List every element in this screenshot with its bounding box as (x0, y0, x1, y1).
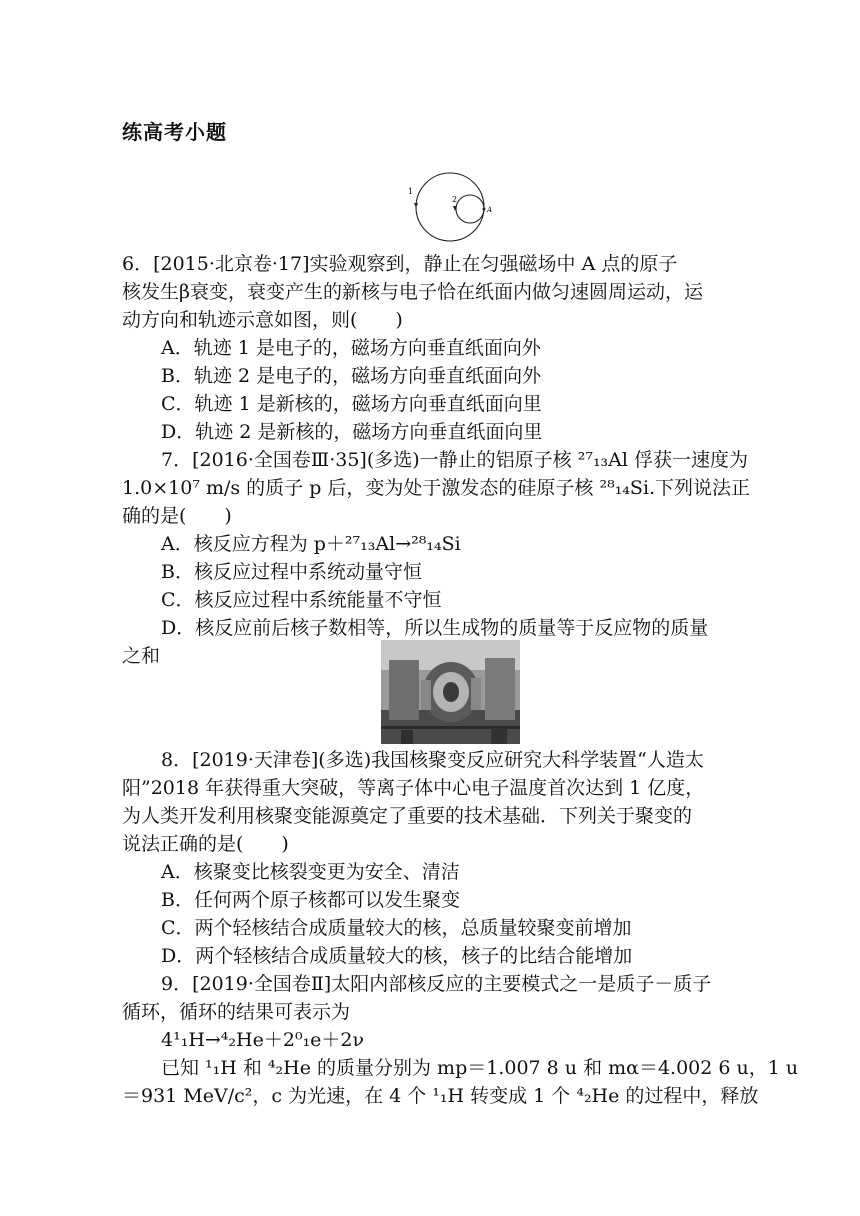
section-heading: 练高考小题 (122, 120, 227, 144)
q6-option-a: A．轨迹 1 是电子的，磁场方向垂直纸面向外 (161, 337, 541, 359)
q6-line-3: 动方向和轨迹示意如图，则( ) (122, 309, 403, 331)
q9-line-1: 9．[2019·全国卷Ⅱ]太阳内部核反应的主要模式之一是质子－质子 (161, 973, 712, 995)
q7-line-3: 确的是( ) (122, 505, 232, 527)
trajectory-2-label: 2 (452, 195, 458, 204)
q8-option-a: A．核聚变比核裂变更为安全、清洁 (161, 861, 460, 883)
q7-option-d-line-2: 之和 (122, 645, 161, 667)
q8-line-1: 8．[2019·天津卷](多选)我国核聚变反应研究大科学装置“人造太 (161, 749, 704, 771)
trajectory-2-circle (456, 195, 484, 223)
trajectory-1-arrow (414, 203, 418, 208)
q7-option-d-line-1: D．核反应前后核子数相等，所以生成物的质量等于反应物的质量 (161, 617, 709, 639)
q7-line-2: 1.0×10⁷ m/s 的质子 p 后，变为处于激发态的硅原子核 ²⁸₁₄Si.下列说法正 (122, 477, 751, 499)
q8-option-b: B．任何两个原子核都可以发生聚变 (161, 889, 460, 911)
q7-option-a: A．核反应方程为 p＋²⁷₁₃Al→²⁸₁₄Si (161, 533, 461, 555)
q6-option-c: C．轨迹 1 是新核的，磁场方向垂直纸面向里 (161, 393, 542, 415)
q6-option-b: B．轨迹 2 是电子的，磁场方向垂直纸面向外 (161, 365, 542, 387)
point-a-label: A (487, 206, 493, 214)
q8-line-3: 为人类开发利用核聚变能源奠定了重要的技术基础．下列关于聚变的 (122, 805, 693, 827)
q6-line-1: 6．[2015·北京卷·17]实验观察到，静止在匀强磁场中 A 点的原子 (122, 253, 678, 275)
q9-equation: 4¹₁H→⁴₂He＋2⁰₁e＋2ν (161, 1029, 365, 1051)
q7-option-b: B．核反应过程中系统动量守恒 (161, 561, 422, 583)
q9-line-2: 循环，循环的结果可表示为 (122, 1001, 351, 1023)
q8-line-4: 说法正确的是( ) (122, 833, 289, 855)
q8-line-2: 阳”2018 年获得重大突破，等离子体中心电子温度首次达到 1 亿度， (122, 777, 705, 799)
fusion-device-image (381, 640, 520, 744)
q8-option-c: C．两个轻核结合成质量较大的核，总质量较聚变前增加 (161, 917, 632, 939)
trajectory-figure (402, 170, 498, 244)
q6-line-2: 核发生β衰变，衰变产生的新核与电子恰在纸面内做匀速圆周运动，运 (122, 281, 703, 303)
fusion-device-photo (381, 640, 520, 744)
trajectory-diagram (402, 170, 498, 244)
q7-line-1: 7．[2016·全国卷Ⅲ·35](多选)一静止的铝原子核 ²⁷₁₃Al 俘获一速度为 (161, 449, 749, 471)
trajectory-1-label: 1 (408, 187, 414, 196)
q9-line-4: ＝931 MeV/c²，c 为光速，在 4 个 ¹₁H 转变成 1 个 ⁴₂He 的过程中，释放 (122, 1085, 759, 1107)
q6-option-d: D．轨迹 2 是新核的，磁场方向垂直纸面向里 (161, 421, 543, 443)
trajectory-1-circle (416, 173, 484, 241)
q9-line-3: 已知 ¹₁H 和 ⁴₂He 的质量分别为 mp＝1.007 8 u 和 mα＝4.002 6 u，1 u (161, 1057, 799, 1079)
point-a-dot (483, 208, 486, 211)
q8-option-d: D．两个轻核结合成质量较大的核，核子的比结合能增加 (161, 945, 633, 967)
q7-option-c: C．核反应过程中系统能量不守恒 (161, 589, 442, 611)
